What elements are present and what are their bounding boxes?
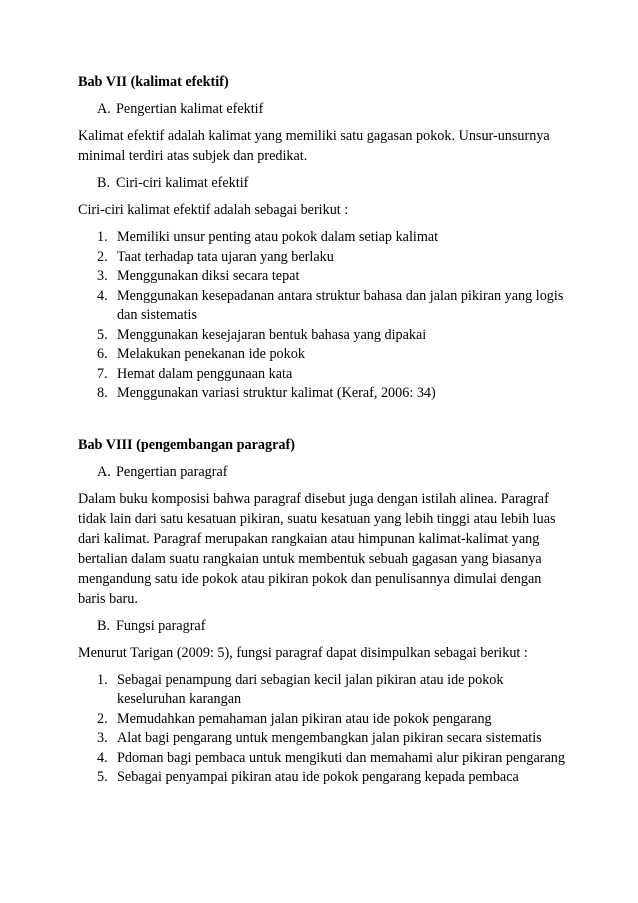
section-label: A.	[97, 463, 111, 480]
list-number: 5.	[97, 326, 108, 343]
list-text: Taat terhadap tata ujaran yang berlaku	[117, 248, 334, 265]
section-label: A.	[97, 101, 111, 117]
list-text: Sebagai penyampai pikiran atau ide pokok pengarang kepada pembaca	[117, 769, 519, 785]
bab7-section-a-heading	[78, 99, 566, 119]
list-text: Menggunakan variasi struktur kalimat (Keraf, 2006: 34)	[117, 385, 436, 401]
list-item	[78, 345, 566, 365]
list-item	[78, 267, 566, 287]
section-title: Ciri-ciri kalimat efektif	[116, 175, 249, 191]
list-number: 4.	[97, 749, 108, 766]
section-title: Pengertian kalimat efektif	[116, 101, 264, 117]
list-text: Menggunakan kesejajaran bentuk bahasa yang dipakai	[117, 326, 427, 343]
list-text: Menggunakan diksi secara tepat	[117, 268, 300, 284]
bab8-section-a-heading	[78, 462, 566, 482]
list-text: Pdoman bagi pembaca untuk mengikuti dan memahami alur pikiran pengarang	[117, 749, 565, 766]
list-text: Melakukan penekanan ide pokok	[117, 346, 305, 362]
list-item	[78, 248, 566, 268]
list-number: 7.	[97, 365, 108, 382]
list-number: 1.	[97, 671, 108, 688]
bab8-function-list	[78, 671, 566, 788]
section-title: Pengertian paragraf	[116, 463, 228, 480]
document-page	[78, 66, 566, 788]
list-number: 6.	[97, 346, 108, 362]
list-text: Memiliki unsur penting atau pokok dalam setiap kalimat	[117, 229, 439, 245]
list-number: 2.	[97, 710, 108, 727]
list-number: 3.	[97, 730, 108, 746]
list-number: 5.	[97, 769, 108, 785]
bab8-heading: Bab VIII (pengembangan paragraf)	[78, 436, 295, 453]
list-item	[78, 729, 566, 749]
list-item	[78, 710, 566, 730]
list-number: 4.	[97, 287, 108, 304]
list-text: Menggunakan kesepadanan antara struktur bahasa dan jalan pikiran yang logis dan sistematis	[117, 287, 564, 323]
bab7-section-b-heading	[78, 173, 566, 193]
bab7-heading: Bab VII (kalimat efektif)	[78, 74, 229, 90]
list-text: Alat bagi pengarang untuk mengembangkan jalan pikiran secara sistematis	[117, 730, 542, 746]
list-text: Hemat dalam penggunaan kata	[117, 365, 293, 382]
section-title: Fungsi paragraf	[116, 617, 206, 634]
bab8-section-b-heading	[78, 616, 566, 636]
section-spacer	[78, 404, 566, 429]
list-item	[78, 671, 566, 710]
section-label: B.	[97, 617, 111, 634]
list-item	[78, 228, 566, 248]
bab7-criteria-list	[78, 228, 566, 404]
list-item	[78, 768, 566, 788]
list-number: 1.	[97, 229, 108, 245]
bab7-definition-paragraph: Kalimat efektif adalah kalimat yang memiliki satu gagasan pokok. Unsur-unsurnya minimal terdiri atas subjek dan predikat.	[78, 128, 550, 164]
bab8-list-intro: Menurut Tarigan (2009: 5), fungsi paragraf dapat disimpulkan sebagai berikut :	[78, 644, 528, 661]
bab8-definition-paragraph: Dalam buku komposisi bahwa paragraf disebut juga dengan istilah alinea. Paragraf tidak lain dari satu kesatuan pikiran, suatu kesatuan yang lebih tinggi atau lebih luas dari kalimat. Paragraf merupakan rangkaian atau himpunan kalimat-kalimat yang bertalian dalam suatu rangkaian untuk membentuk sebuah gagasan yang biasanya mengandung satu ide pokok atau pikiran pokok dan penulisannya dimulai dengan baris baru.	[78, 490, 556, 607]
list-number: 3.	[97, 268, 108, 284]
list-item	[78, 384, 566, 404]
list-item	[78, 326, 566, 346]
list-item	[78, 287, 566, 326]
list-text: Memudahkan pemahaman jalan pikiran atau ide pokok pengarang	[117, 710, 492, 727]
list-item	[78, 365, 566, 385]
list-item	[78, 749, 566, 769]
list-number: 8.	[97, 385, 108, 401]
list-number: 2.	[97, 248, 108, 265]
bab7-list-intro: Ciri-ciri kalimat efektif adalah sebagai berikut :	[78, 202, 349, 218]
list-text: Sebagai penampung dari sebagian kecil jalan pikiran atau ide pokok keseluruhan karangan	[117, 671, 504, 707]
section-label: B.	[97, 175, 111, 191]
